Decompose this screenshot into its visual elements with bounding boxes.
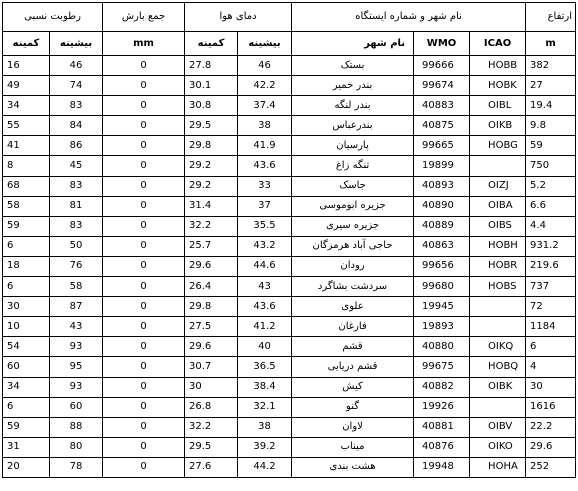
- subheader-tmin: کمینه: [185, 32, 238, 56]
- cell-elevation: 5.2: [526, 176, 576, 196]
- cell-icao: OIBA: [470, 196, 526, 216]
- cell-icao: HOBH: [470, 236, 526, 256]
- cell-elevation: 59: [526, 136, 576, 156]
- cell-wmo: 40890: [414, 196, 470, 216]
- cell-hmin: 55: [3, 116, 50, 136]
- cell-tmax: 38.4: [238, 377, 292, 397]
- table-row: [3, 216, 576, 236]
- cell-precipitation: 0: [103, 457, 185, 477]
- table-row: [3, 437, 576, 457]
- cell-hmax: 50: [50, 236, 103, 256]
- cell-elevation: 72: [526, 297, 576, 317]
- cell-hmax: 43: [50, 317, 103, 337]
- cell-wmo: 99666: [414, 56, 470, 76]
- cell-icao: HOHA: [470, 457, 526, 477]
- cell-precipitation: 0: [103, 437, 185, 457]
- cell-city: لاوان: [292, 417, 414, 437]
- cell-wmo: 40875: [414, 116, 470, 136]
- cell-icao: OIBL: [470, 96, 526, 116]
- table-row: [3, 56, 576, 76]
- cell-city: قشم: [292, 337, 414, 357]
- cell-hmin: 59: [3, 216, 50, 236]
- cell-tmax: 37.4: [238, 96, 292, 116]
- cell-tmin: 26.4: [185, 277, 238, 297]
- cell-city: فارغان: [292, 317, 414, 337]
- cell-wmo: 40882: [414, 377, 470, 397]
- cell-hmin: 10: [3, 317, 50, 337]
- table-row: [3, 76, 576, 96]
- cell-wmo: 40880: [414, 337, 470, 357]
- cell-icao: HOBK: [470, 76, 526, 96]
- cell-wmo: 40883: [414, 96, 470, 116]
- cell-tmin: 29.5: [185, 116, 238, 136]
- table-row: [3, 377, 576, 397]
- cell-tmax: 41.2: [238, 317, 292, 337]
- cell-tmin: 30.1: [185, 76, 238, 96]
- table-row: [3, 256, 576, 276]
- table-row: [3, 136, 576, 156]
- cell-tmin: 29.8: [185, 136, 238, 156]
- cell-city: رودان: [292, 256, 414, 276]
- cell-hmin: 6: [3, 397, 50, 417]
- cell-city: بستک: [292, 56, 414, 76]
- cell-wmo: 40863: [414, 236, 470, 256]
- cell-precipitation: 0: [103, 156, 185, 176]
- cell-tmax: 37: [238, 196, 292, 216]
- cell-icao: [470, 297, 526, 317]
- cell-precipitation: 0: [103, 176, 185, 196]
- cell-icao: HOBS: [470, 277, 526, 297]
- header-precipitation: جمع بارش: [103, 3, 185, 32]
- cell-elevation: 750: [526, 156, 576, 176]
- cell-wmo: 99656: [414, 256, 470, 276]
- cell-tmin: 27.5: [185, 317, 238, 337]
- cell-hmax: 83: [50, 216, 103, 236]
- cell-hmin: 30: [3, 297, 50, 317]
- cell-elevation: 219.6: [526, 256, 576, 276]
- cell-wmo: 99665: [414, 136, 470, 156]
- cell-tmax: 42.2: [238, 76, 292, 96]
- cell-precipitation: 0: [103, 377, 185, 397]
- cell-hmax: 58: [50, 277, 103, 297]
- cell-hmin: 60: [3, 357, 50, 377]
- cell-icao: [470, 317, 526, 337]
- cell-hmin: 58: [3, 196, 50, 216]
- cell-tmin: 27.6: [185, 457, 238, 477]
- cell-tmin: 29.2: [185, 156, 238, 176]
- cell-icao: OIKO: [470, 437, 526, 457]
- cell-icao: OIKQ: [470, 337, 526, 357]
- cell-precipitation: 0: [103, 96, 185, 116]
- cell-precipitation: 0: [103, 337, 185, 357]
- cell-tmax: 38: [238, 417, 292, 437]
- table-row: [3, 116, 576, 136]
- cell-wmo: 19948: [414, 457, 470, 477]
- cell-elevation: 931.2: [526, 236, 576, 256]
- cell-elevation: 22.2: [526, 417, 576, 437]
- cell-hmin: 8: [3, 156, 50, 176]
- subheader-elevation-unit: m: [526, 32, 576, 56]
- cell-hmax: 81: [50, 196, 103, 216]
- cell-tmax: 33: [238, 176, 292, 196]
- cell-tmax: 40: [238, 337, 292, 357]
- cell-tmin: 30: [185, 377, 238, 397]
- cell-elevation: 4.4: [526, 216, 576, 236]
- cell-tmax: 36.5: [238, 357, 292, 377]
- header-station: نام شهر و شماره ایستگاه: [292, 3, 526, 32]
- cell-precipitation: 0: [103, 196, 185, 216]
- table-row: [3, 176, 576, 196]
- cell-precipitation: 0: [103, 417, 185, 437]
- cell-elevation: 6: [526, 337, 576, 357]
- cell-tmin: 29.6: [185, 256, 238, 276]
- cell-wmo: 40876: [414, 437, 470, 457]
- cell-hmin: 68: [3, 176, 50, 196]
- cell-icao: OIZJ: [470, 176, 526, 196]
- cell-hmin: 31: [3, 437, 50, 457]
- table-row: [3, 357, 576, 377]
- weather-table-container: [2, 2, 575, 488]
- header-row: [3, 3, 576, 32]
- cell-elevation: 30: [526, 377, 576, 397]
- cell-elevation: 737: [526, 277, 576, 297]
- table-row: [3, 96, 576, 116]
- cell-hmax: 74: [50, 76, 103, 96]
- cell-hmin: 6: [3, 236, 50, 256]
- cell-tmin: 30.8: [185, 96, 238, 116]
- cell-elevation: 6.6: [526, 196, 576, 216]
- cell-icao: OIKB: [470, 116, 526, 136]
- cell-icao: HOBR: [470, 256, 526, 276]
- table-row: [3, 196, 576, 216]
- cell-city: جاسک: [292, 176, 414, 196]
- cell-wmo: 19899: [414, 156, 470, 176]
- cell-elevation: 27: [526, 76, 576, 96]
- cell-tmin: 29.8: [185, 297, 238, 317]
- cell-precipitation: 0: [103, 116, 185, 136]
- cell-hmin: 54: [3, 337, 50, 357]
- cell-precipitation: 0: [103, 277, 185, 297]
- subheader-city: نام شهر: [292, 32, 414, 56]
- cell-city: هشت بندی: [292, 457, 414, 477]
- cell-tmin: 29.2: [185, 176, 238, 196]
- cell-hmin: 16: [3, 56, 50, 76]
- cell-city: علوی: [292, 297, 414, 317]
- cell-tmin: 25.7: [185, 236, 238, 256]
- header-elevation: ارتفاع: [526, 3, 576, 32]
- cell-precipitation: 0: [103, 357, 185, 377]
- cell-hmax: 93: [50, 337, 103, 357]
- weather-stations-table: [2, 2, 576, 478]
- cell-city: قشم دریایی: [292, 357, 414, 377]
- cell-precipitation: 0: [103, 236, 185, 256]
- cell-hmin: 41: [3, 136, 50, 156]
- cell-precipitation: 0: [103, 256, 185, 276]
- cell-tmax: 46: [238, 56, 292, 76]
- cell-hmax: 86: [50, 136, 103, 156]
- cell-hmax: 46: [50, 56, 103, 76]
- cell-elevation: 1184: [526, 317, 576, 337]
- subheader-hmin: کمینه: [3, 32, 50, 56]
- cell-city: بندر لنگه: [292, 96, 414, 116]
- header-temperature: دمای هوا: [185, 3, 292, 32]
- cell-hmin: 34: [3, 96, 50, 116]
- cell-city: حاجی آباد هرمزگان: [292, 236, 414, 256]
- cell-tmin: 32.2: [185, 216, 238, 236]
- cell-elevation: 1616: [526, 397, 576, 417]
- cell-hmin: 20: [3, 457, 50, 477]
- cell-hmax: 60: [50, 397, 103, 417]
- cell-hmax: 93: [50, 377, 103, 397]
- cell-tmax: 32.1: [238, 397, 292, 417]
- table-row: [3, 297, 576, 317]
- cell-elevation: 4: [526, 357, 576, 377]
- cell-wmo: 99674: [414, 76, 470, 96]
- table-row: [3, 417, 576, 437]
- cell-tmin: 29.6: [185, 337, 238, 357]
- cell-hmin: 18: [3, 256, 50, 276]
- cell-tmax: 38: [238, 116, 292, 136]
- cell-elevation: 29.6: [526, 437, 576, 457]
- cell-precipitation: 0: [103, 76, 185, 96]
- cell-icao: OIBS: [470, 216, 526, 236]
- cell-hmax: 84: [50, 116, 103, 136]
- cell-hmax: 78: [50, 457, 103, 477]
- cell-hmax: 80: [50, 437, 103, 457]
- cell-icao: [470, 397, 526, 417]
- cell-wmo: 40889: [414, 216, 470, 236]
- cell-wmo: 99680: [414, 277, 470, 297]
- cell-hmin: 49: [3, 76, 50, 96]
- cell-precipitation: 0: [103, 297, 185, 317]
- cell-hmax: 76: [50, 256, 103, 276]
- cell-icao: HOBQ: [470, 357, 526, 377]
- cell-city: میناب: [292, 437, 414, 457]
- cell-tmax: 43.6: [238, 297, 292, 317]
- cell-icao: [470, 156, 526, 176]
- table-row: [3, 397, 576, 417]
- cell-wmo: 40893: [414, 176, 470, 196]
- cell-wmo: 19945: [414, 297, 470, 317]
- cell-icao: HOBG: [470, 136, 526, 156]
- cell-wmo: 19926: [414, 397, 470, 417]
- cell-tmin: 32.2: [185, 417, 238, 437]
- cell-tmax: 44.6: [238, 256, 292, 276]
- cell-wmo: 19893: [414, 317, 470, 337]
- subheader-row: [3, 32, 576, 56]
- cell-tmax: 43: [238, 277, 292, 297]
- table-row: [3, 457, 576, 477]
- cell-city: گنو: [292, 397, 414, 417]
- cell-hmin: 59: [3, 417, 50, 437]
- cell-city: بندر خمیر: [292, 76, 414, 96]
- cell-icao: HOBB: [470, 56, 526, 76]
- cell-tmin: 26.8: [185, 397, 238, 417]
- cell-tmin: 31.4: [185, 196, 238, 216]
- cell-tmax: 43.2: [238, 236, 292, 256]
- table-row: [3, 277, 576, 297]
- subheader-icao: ICAO: [470, 32, 526, 56]
- table-row: [3, 156, 576, 176]
- header-humidity: رطوبت نسبی: [3, 3, 103, 32]
- cell-city: کیش: [292, 377, 414, 397]
- cell-tmin: 27.8: [185, 56, 238, 76]
- cell-tmax: 39.2: [238, 437, 292, 457]
- cell-precipitation: 0: [103, 136, 185, 156]
- cell-tmax: 35.5: [238, 216, 292, 236]
- cell-precipitation: 0: [103, 216, 185, 236]
- table-row: [3, 236, 576, 256]
- cell-wmo: 99675: [414, 357, 470, 377]
- cell-hmin: 6: [3, 277, 50, 297]
- table-row: [3, 337, 576, 357]
- cell-city: بندرعباس: [292, 116, 414, 136]
- cell-precipitation: 0: [103, 56, 185, 76]
- cell-city: سردشت بشاگرد: [292, 277, 414, 297]
- cell-tmax: 44.2: [238, 457, 292, 477]
- cell-elevation: 252: [526, 457, 576, 477]
- cell-hmax: 88: [50, 417, 103, 437]
- cell-icao: OIBK: [470, 377, 526, 397]
- subheader-precip-unit: mm: [103, 32, 185, 56]
- subheader-wmo: WMO: [414, 32, 470, 56]
- table-row: [3, 317, 576, 337]
- cell-tmin: 30.7: [185, 357, 238, 377]
- cell-city: تنگه زاغ: [292, 156, 414, 176]
- cell-elevation: 19.4: [526, 96, 576, 116]
- cell-tmin: 29.5: [185, 437, 238, 457]
- cell-hmin: 34: [3, 377, 50, 397]
- cell-city: پارسیان: [292, 136, 414, 156]
- cell-hmax: 83: [50, 96, 103, 116]
- cell-hmax: 45: [50, 156, 103, 176]
- cell-hmax: 83: [50, 176, 103, 196]
- cell-tmax: 43.6: [238, 156, 292, 176]
- cell-precipitation: 0: [103, 317, 185, 337]
- cell-icao: OIBV: [470, 417, 526, 437]
- cell-city: جزیره سیری: [292, 216, 414, 236]
- cell-tmax: 41.9: [238, 136, 292, 156]
- cell-hmax: 95: [50, 357, 103, 377]
- cell-city: جزیره ابوموسی: [292, 196, 414, 216]
- cell-precipitation: 0: [103, 397, 185, 417]
- subheader-tmax: بیشینه: [238, 32, 292, 56]
- subheader-hmax: بیشینه: [50, 32, 103, 56]
- cell-wmo: 40881: [414, 417, 470, 437]
- cell-hmax: 87: [50, 297, 103, 317]
- cell-elevation: 382: [526, 56, 576, 76]
- cell-elevation: 9.8: [526, 116, 576, 136]
